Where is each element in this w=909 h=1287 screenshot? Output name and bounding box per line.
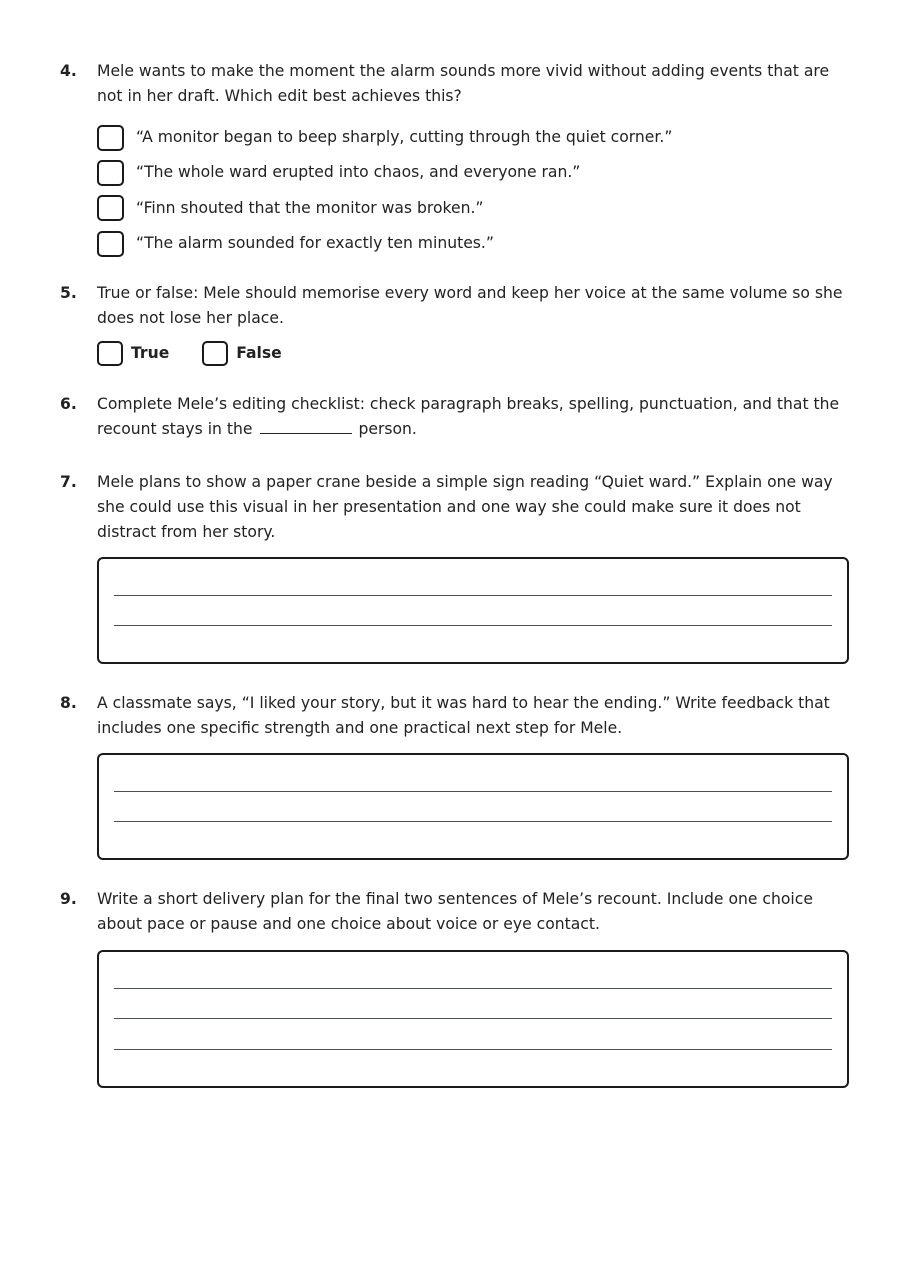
option-3[interactable] [97, 191, 860, 226]
false-label: False [236, 344, 282, 362]
answer-options [97, 120, 860, 261]
answer-line [114, 595, 832, 596]
false-checkbox[interactable] [202, 341, 228, 366]
option-checkbox[interactable] [97, 195, 124, 221]
question-text: True or false: Mele should memorise every word and keep her voice at the same volume so she does not lose her place. [97, 284, 843, 327]
option-checkbox[interactable] [97, 125, 124, 151]
option-1[interactable] [97, 120, 860, 155]
question-8 [60, 691, 860, 741]
question-number: 9. [60, 890, 77, 908]
question-text [97, 392, 849, 442]
question-number: 4. [60, 62, 77, 80]
question-5 [60, 281, 860, 366]
option-label: “The alarm sounded for exactly ten minutes.” [136, 234, 494, 253]
question-text: Mele wants to make the moment the alarm sounds more vivid without adding events that are not in her draft. Which edit best achieves this? [97, 62, 830, 105]
answer-line [114, 821, 832, 822]
answer-box-q9[interactable] [97, 950, 849, 1088]
question-text: Mele plans to show a paper crane beside a simple sign reading “Quiet ward.” Explain one way she could use this visual in her presentation and one way she could make sure it does not distract from her story. [97, 473, 833, 541]
question-4 [60, 59, 860, 261]
answer-box-q7[interactable] [97, 557, 849, 664]
question-text: Write a short delivery plan for the final two sentences of Mele’s recount. Include one choice about pace or pause and one choice about voice or eye contact. [97, 890, 813, 933]
answer-line [114, 791, 832, 792]
fill-in-blank[interactable] [260, 418, 352, 434]
option-checkbox[interactable] [97, 231, 124, 257]
question-text-after: person. [358, 420, 417, 438]
option-checkbox[interactable] [97, 160, 124, 186]
true-option[interactable] [97, 341, 169, 366]
answer-line [114, 988, 832, 989]
option-label: “Finn shouted that the monitor was broken.” [136, 198, 484, 217]
true-false-options [97, 341, 860, 366]
question-number: 8. [60, 694, 77, 712]
option-label: “A monitor began to beep sharply, cutting through the quiet corner.” [136, 128, 673, 147]
true-label: True [131, 344, 170, 362]
question-7 [60, 470, 860, 545]
option-2[interactable] [97, 155, 860, 190]
false-option[interactable] [202, 341, 281, 366]
question-number: 7. [60, 473, 77, 491]
option-4[interactable] [97, 226, 860, 261]
true-checkbox[interactable] [97, 341, 123, 366]
answer-line [114, 1018, 832, 1019]
question-9 [60, 887, 860, 937]
question-number: 6. [60, 395, 77, 413]
option-label: “The whole ward erupted into chaos, and everyone ran.” [136, 163, 581, 182]
question-text-before: Complete Mele’s editing checklist: check paragraph breaks, spelling, punctuation, and that the recount stays in the [97, 395, 840, 438]
answer-box-q8[interactable] [97, 753, 849, 860]
question-6 [60, 392, 860, 442]
question-number: 5. [60, 284, 77, 302]
answer-line [114, 1049, 832, 1050]
question-text: A classmate says, “I liked your story, but it was hard to hear the ending.” Write feedback that includes one specific strength and one practical next step for Mele. [97, 694, 830, 737]
answer-line [114, 625, 832, 626]
